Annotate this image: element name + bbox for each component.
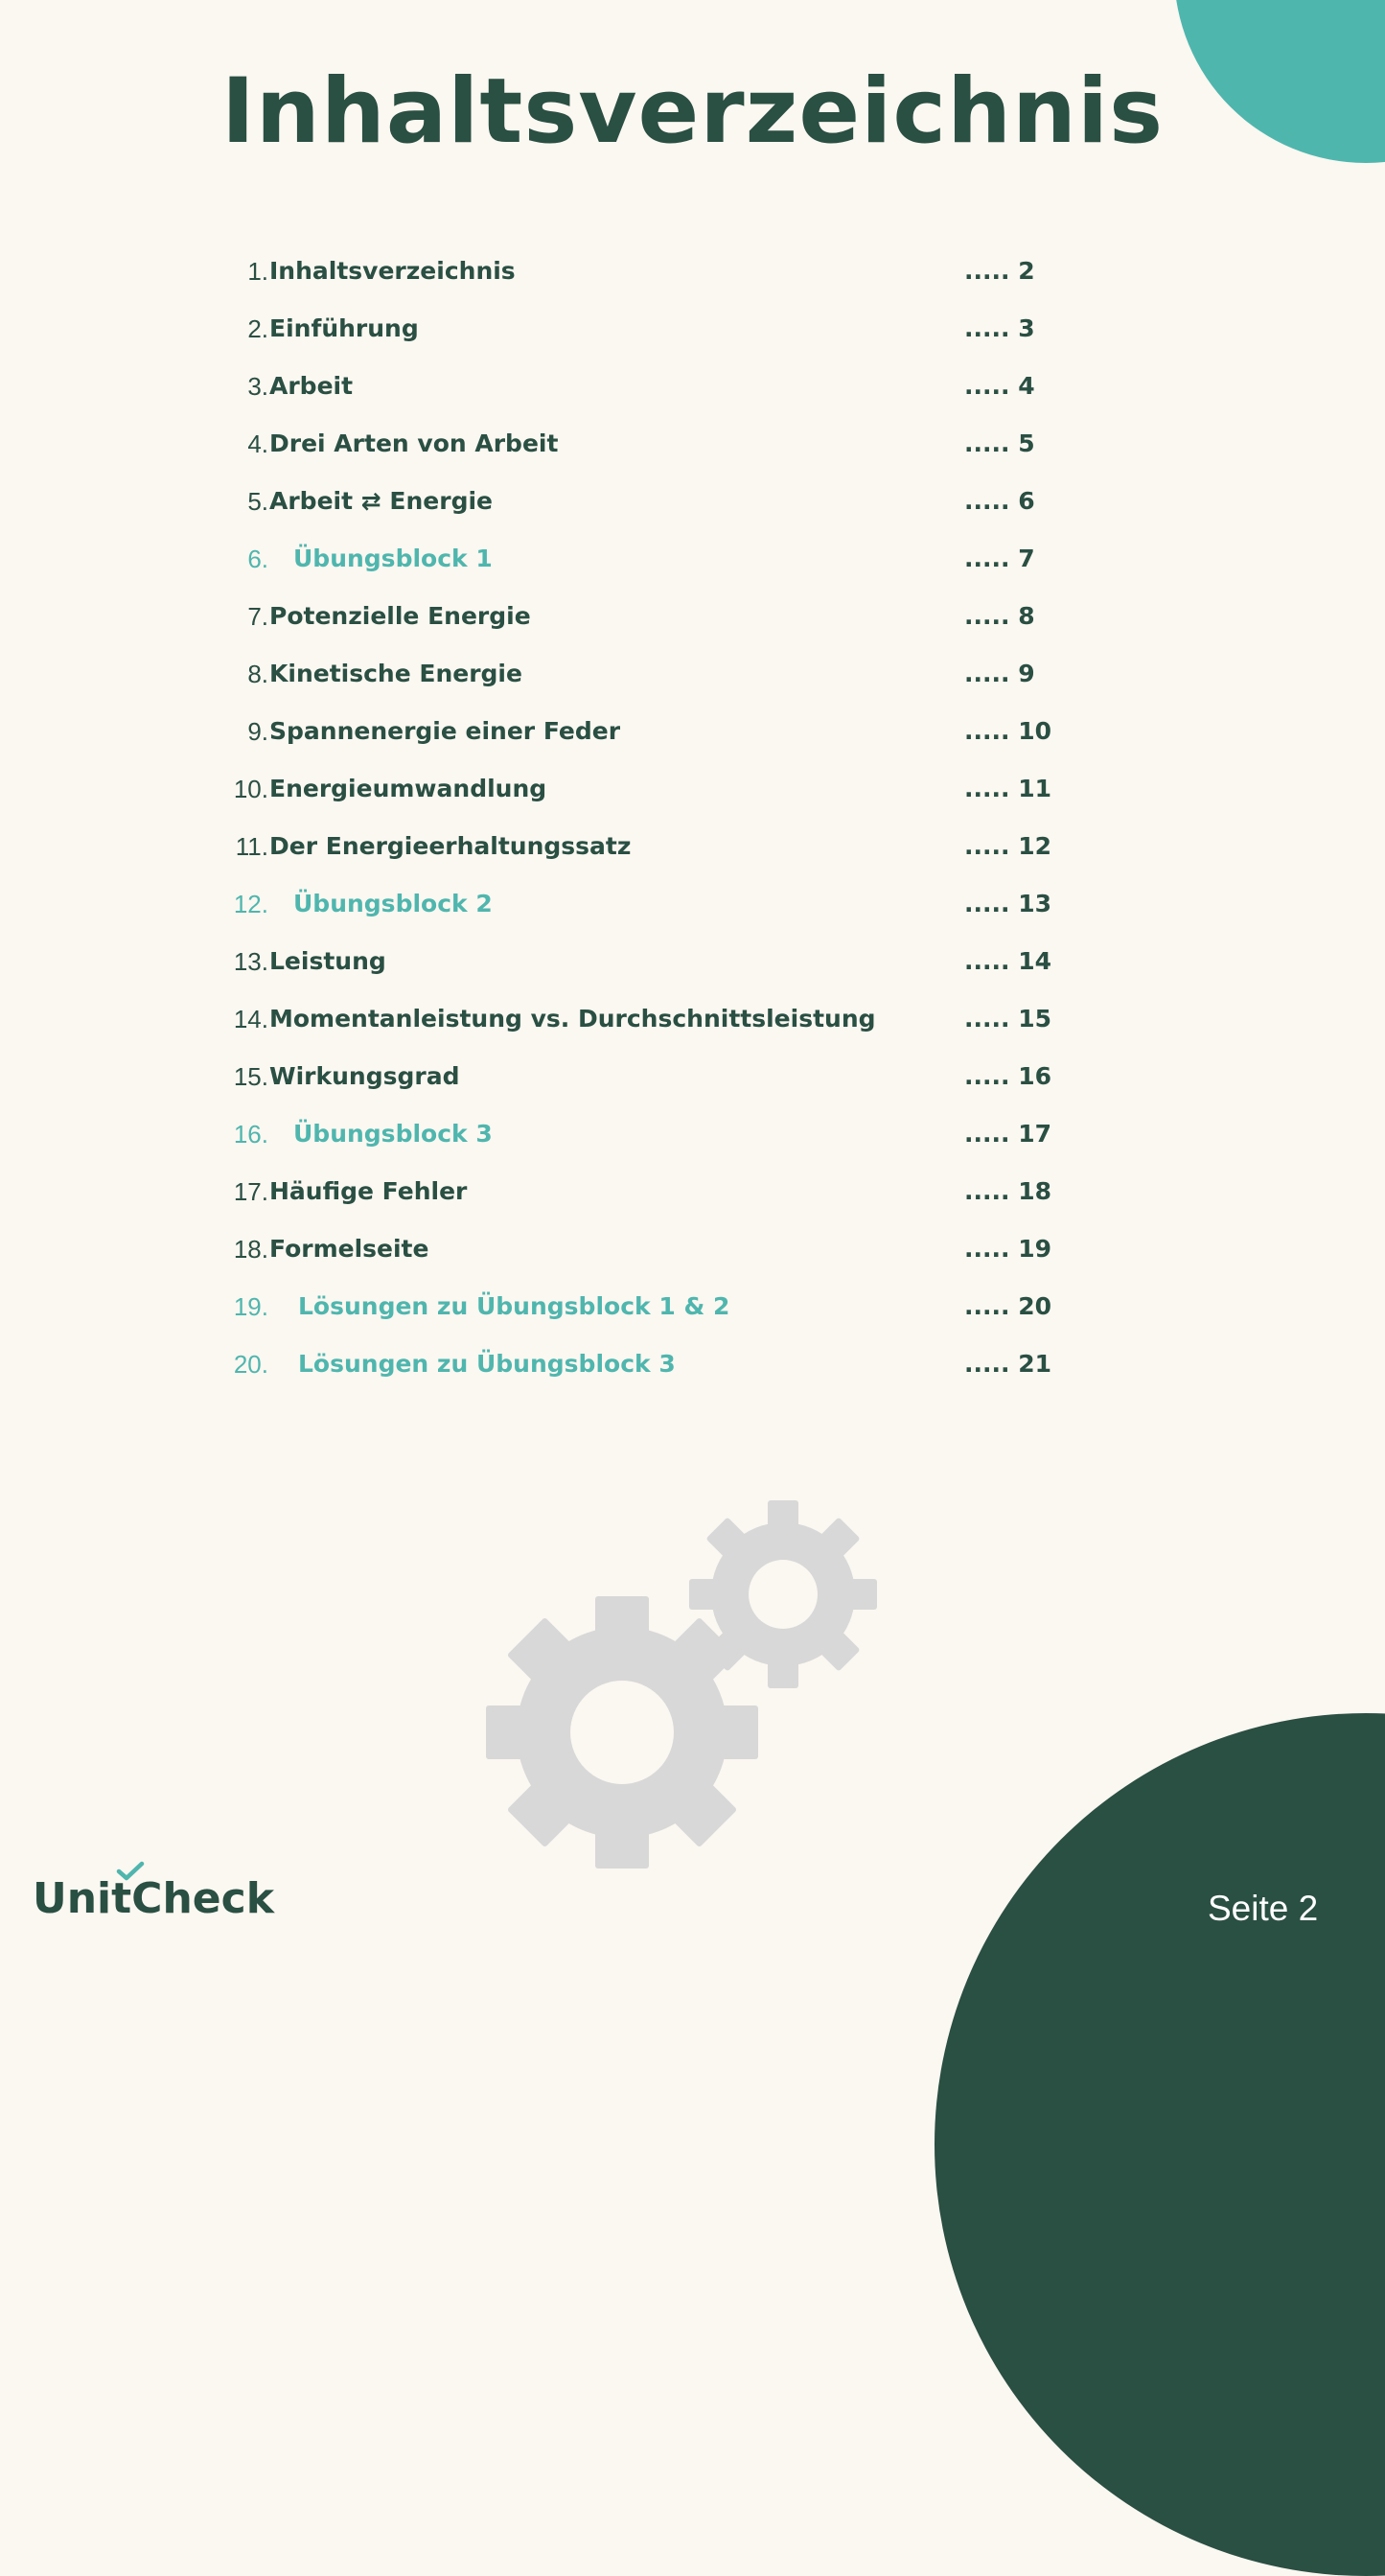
toc-entry-17[interactable] bbox=[0, 1168, 1385, 1225]
toc-entry-16[interactable] bbox=[0, 1110, 1385, 1168]
toc-page: ..... 15 bbox=[964, 1005, 1051, 1033]
toc-label: Arbeit bbox=[269, 372, 354, 400]
corner-decoration-bottom-right bbox=[935, 1713, 1385, 2576]
toc-label: Formelseite bbox=[269, 1235, 429, 1263]
toc-number: 18. bbox=[233, 1235, 268, 1264]
toc-entry-15[interactable] bbox=[0, 1053, 1385, 1110]
toc-label: Lösungen zu Übungsblock 1 & 2 bbox=[298, 1292, 730, 1320]
toc-label: Häufige Fehler bbox=[269, 1177, 468, 1205]
toc-number: 7. bbox=[247, 602, 268, 631]
logo-text-unit: Unit bbox=[33, 1874, 132, 1923]
toc-entry-19[interactable] bbox=[0, 1283, 1385, 1340]
toc-page: ..... 18 bbox=[964, 1177, 1051, 1205]
toc-label: Momentanleistung vs. Durchschnittsleistung bbox=[269, 1005, 876, 1033]
toc-number: 11. bbox=[235, 832, 268, 861]
toc-entry-10[interactable] bbox=[0, 765, 1385, 823]
toc-page: ..... 13 bbox=[964, 890, 1051, 917]
toc-label: Arbeit ⇄ Energie bbox=[269, 487, 493, 515]
toc-entry-2[interactable] bbox=[0, 305, 1385, 362]
toc-number: 9. bbox=[247, 717, 268, 746]
toc-label: Leistung bbox=[269, 947, 386, 975]
unitcheck-logo bbox=[33, 1874, 274, 1923]
toc-page: ..... 9 bbox=[964, 660, 1035, 687]
toc-number: 20. bbox=[233, 1350, 268, 1379]
toc-number: 1. bbox=[247, 257, 268, 286]
toc-number: 17. bbox=[233, 1177, 268, 1206]
toc-page: ..... 7 bbox=[964, 545, 1035, 572]
toc-number: 16. bbox=[233, 1120, 268, 1149]
toc-page: ..... 2 bbox=[964, 257, 1035, 285]
toc-page: ..... 3 bbox=[964, 314, 1035, 342]
toc-entry-9[interactable] bbox=[0, 708, 1385, 765]
toc-label: Einführung bbox=[269, 314, 419, 342]
toc-page: ..... 10 bbox=[964, 717, 1051, 745]
toc-label: Inhaltsverzeichnis bbox=[269, 257, 516, 285]
table-of-contents bbox=[0, 247, 1385, 1398]
toc-page: ..... 11 bbox=[964, 775, 1051, 802]
toc-number: 2. bbox=[247, 314, 268, 343]
toc-entry-18[interactable] bbox=[0, 1225, 1385, 1283]
toc-page: ..... 5 bbox=[964, 429, 1035, 457]
toc-page: ..... 8 bbox=[964, 602, 1035, 630]
page-title: Inhaltsverzeichnis bbox=[220, 59, 1165, 164]
toc-entry-12[interactable] bbox=[0, 880, 1385, 938]
toc-entry-8[interactable] bbox=[0, 650, 1385, 708]
toc-label: Der Energieerhaltungssatz bbox=[269, 832, 632, 860]
toc-label: Kinetische Energie bbox=[269, 660, 522, 687]
toc-number: 6. bbox=[247, 545, 268, 573]
toc-number: 19. bbox=[233, 1292, 268, 1321]
toc-number: 8. bbox=[247, 660, 268, 688]
toc-label: Potenzielle Energie bbox=[269, 602, 531, 630]
toc-number: 13. bbox=[233, 947, 268, 976]
toc-number: 4. bbox=[247, 429, 268, 458]
toc-label: Lösungen zu Übungsblock 3 bbox=[298, 1350, 676, 1378]
toc-page: ..... 17 bbox=[964, 1120, 1051, 1148]
toc-number: 10. bbox=[233, 775, 268, 803]
logo-text-check-wrap bbox=[131, 1874, 274, 1923]
toc-label: Übungsblock 3 bbox=[293, 1120, 493, 1148]
toc-entry-3[interactable] bbox=[0, 362, 1385, 420]
toc-entry-4[interactable] bbox=[0, 420, 1385, 477]
toc-page: ..... 4 bbox=[964, 372, 1035, 400]
toc-entry-11[interactable] bbox=[0, 823, 1385, 880]
toc-entry-1[interactable] bbox=[0, 247, 1385, 305]
toc-page: ..... 14 bbox=[964, 947, 1051, 975]
toc-number: 5. bbox=[247, 487, 268, 516]
toc-number: 14. bbox=[233, 1005, 268, 1033]
toc-entry-13[interactable] bbox=[0, 938, 1385, 995]
toc-number: 15. bbox=[233, 1062, 268, 1091]
toc-number: 12. bbox=[233, 890, 268, 918]
toc-label: Wirkungsgrad bbox=[269, 1062, 460, 1090]
toc-label: Spannenergie einer Feder bbox=[269, 717, 621, 745]
toc-page: ..... 6 bbox=[964, 487, 1035, 515]
toc-entry-6[interactable] bbox=[0, 535, 1385, 592]
toc-page: ..... 20 bbox=[964, 1292, 1051, 1320]
toc-label: Übungsblock 1 bbox=[293, 545, 493, 572]
large-gear-icon bbox=[486, 1596, 758, 1868]
toc-page: ..... 19 bbox=[964, 1235, 1051, 1263]
checkmark-icon bbox=[116, 1861, 145, 1882]
logo-text-check: Check bbox=[131, 1874, 274, 1923]
toc-label: Drei Arten von Arbeit bbox=[269, 429, 559, 457]
toc-label: Energieumwandlung bbox=[269, 775, 547, 802]
toc-entry-14[interactable] bbox=[0, 995, 1385, 1053]
toc-entry-20[interactable] bbox=[0, 1340, 1385, 1398]
toc-entry-5[interactable] bbox=[0, 477, 1385, 535]
page-number: Seite 2 bbox=[1208, 1889, 1319, 1928]
toc-number: 3. bbox=[247, 372, 268, 401]
toc-page: ..... 16 bbox=[964, 1062, 1051, 1090]
gears-icon bbox=[474, 1491, 896, 1874]
toc-page: ..... 21 bbox=[964, 1350, 1051, 1378]
toc-page: ..... 12 bbox=[964, 832, 1051, 860]
toc-entry-7[interactable] bbox=[0, 592, 1385, 650]
toc-label: Übungsblock 2 bbox=[293, 890, 493, 917]
